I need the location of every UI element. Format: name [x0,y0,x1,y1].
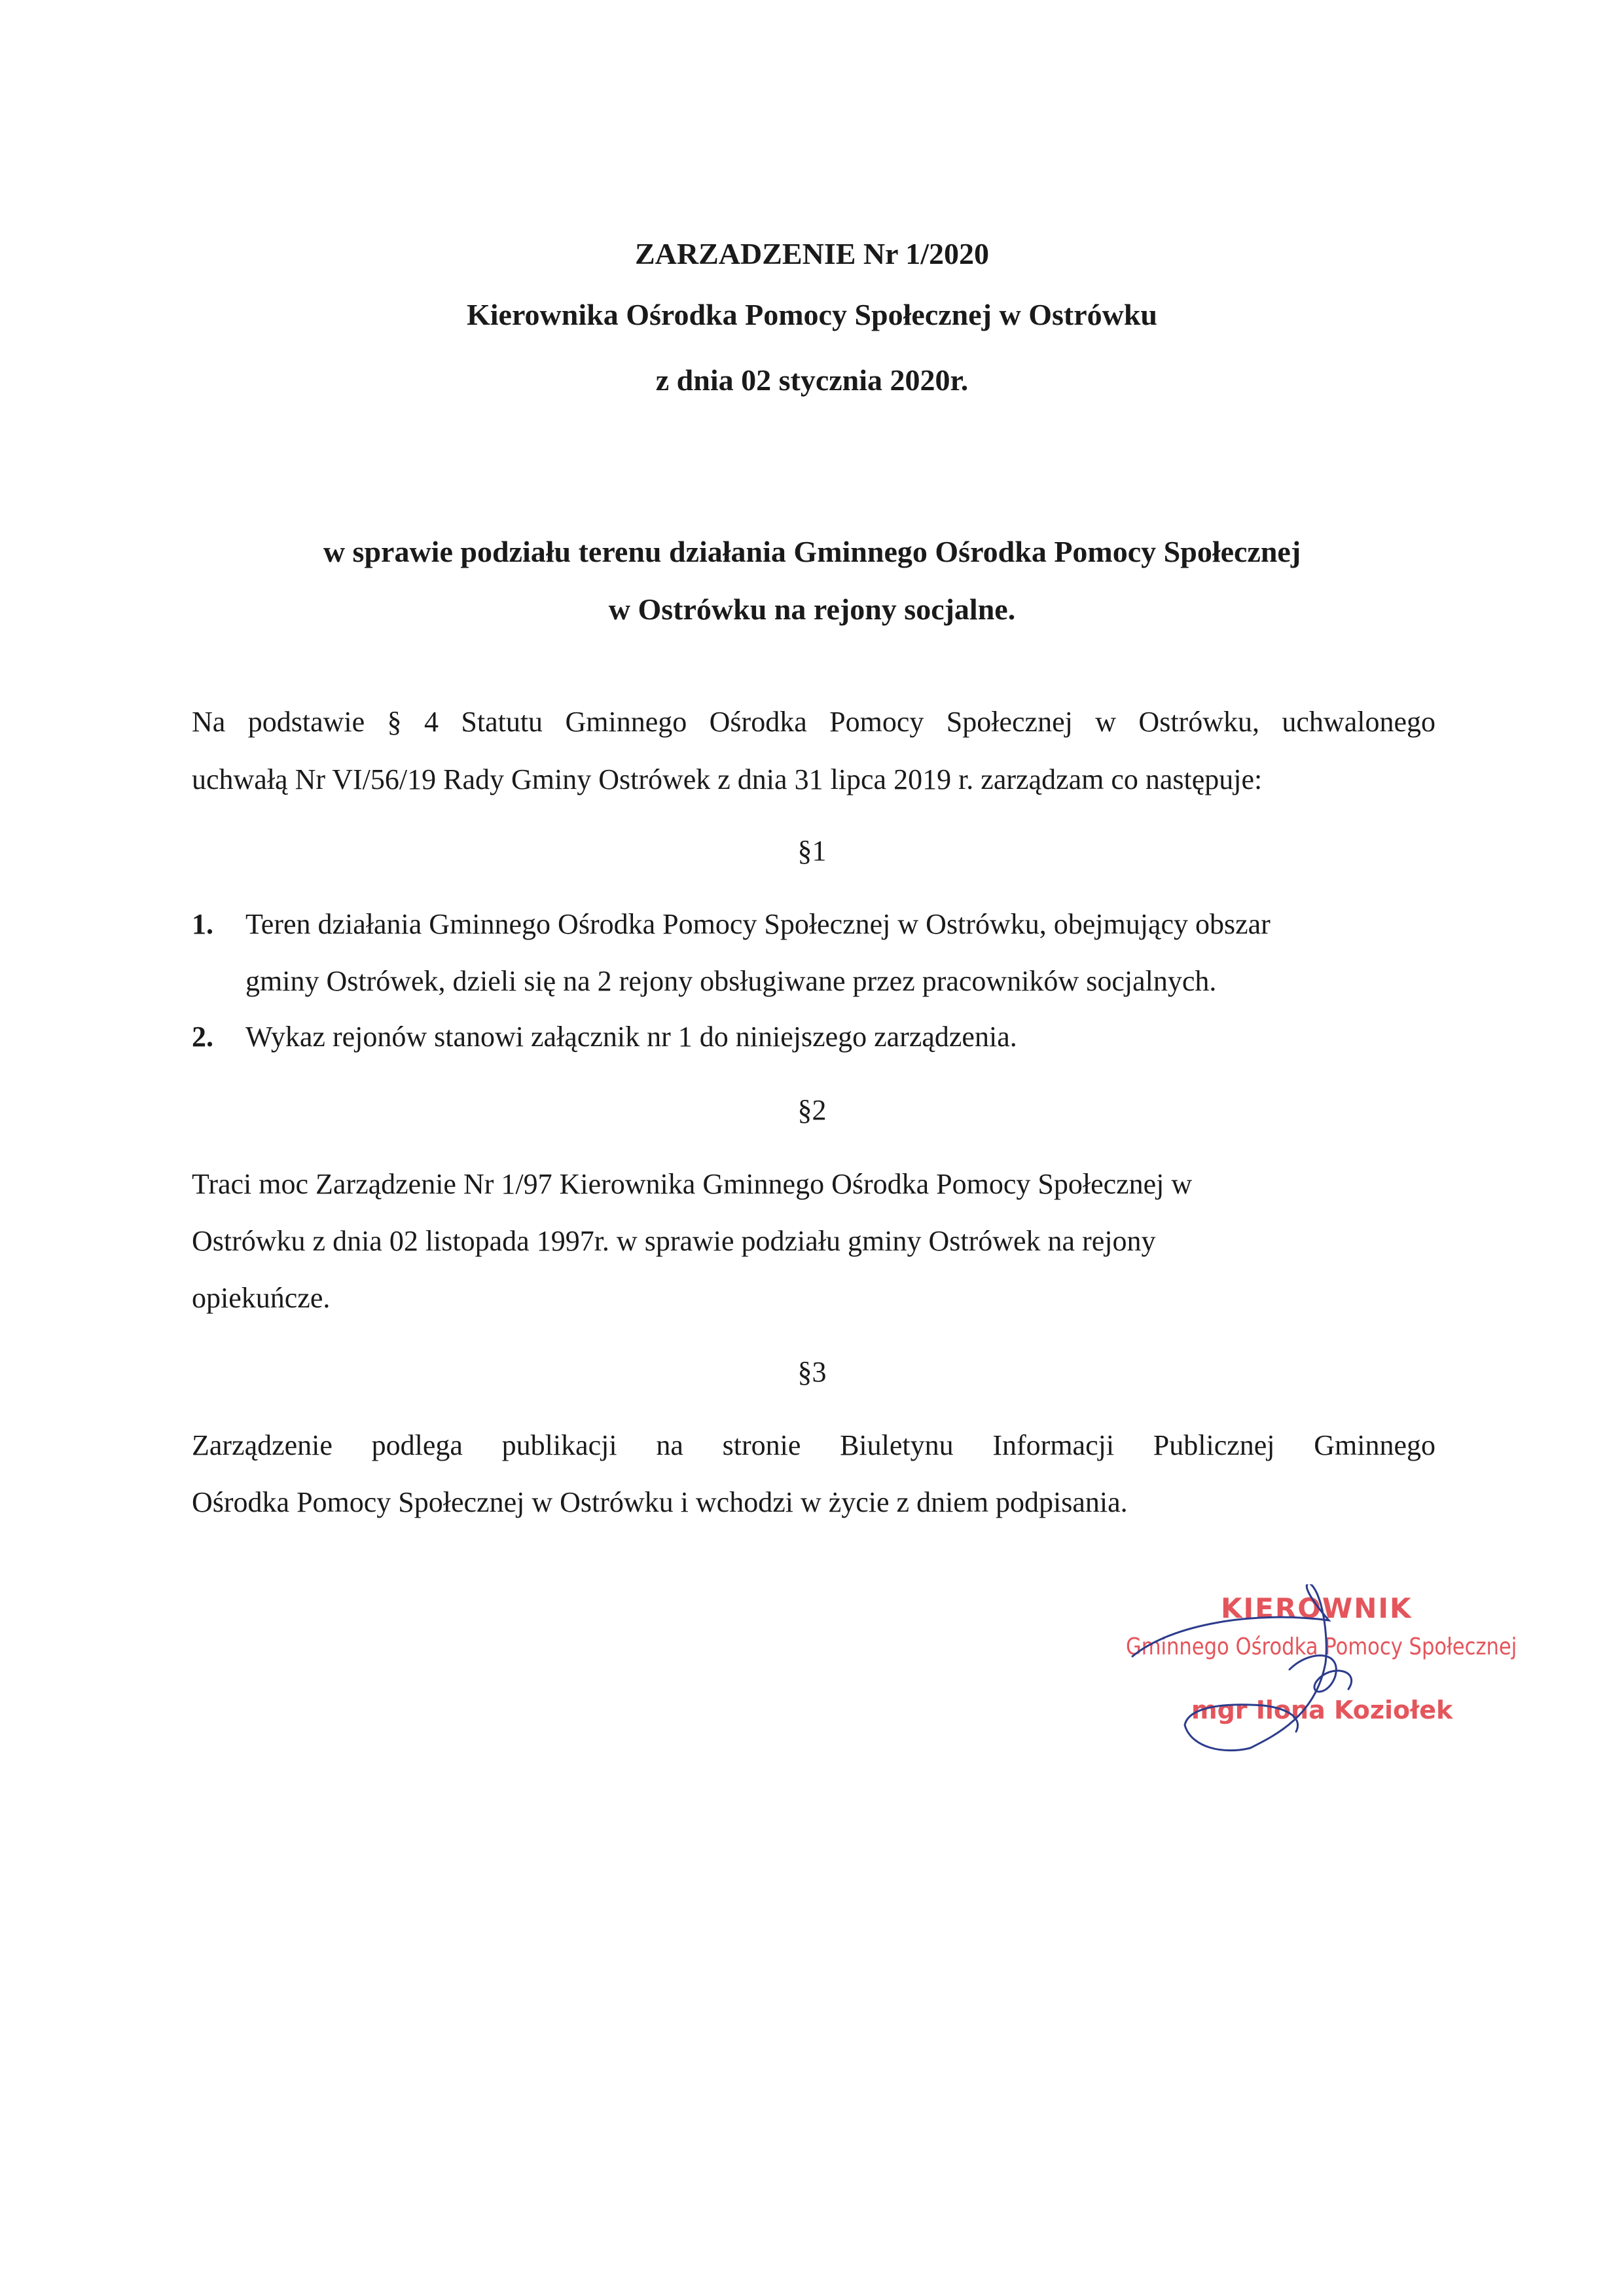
section-3-line-2: Ośrodka Pomocy Społecznej w Ostrówku i wchodzi w życie z dniem podpisania. [192,1486,1128,1518]
item-2-number: 2. [192,1021,213,1053]
item-1-number: 1. [192,908,213,940]
section-3-heading: §3 [797,1356,827,1388]
stamp-institution: Gminnego Ośrodka Pomocy Społecznej [1126,1633,1517,1660]
item-1-line-1: Teren działania Gminnego Ośrodka Pomocy Społecznej w Ostrówku, obejmujący obszar [245,908,1271,940]
stamp-name: mgr Ilona Koziołek [1191,1696,1453,1724]
item-1-line-2: gminy Ostrówek, dzieli się na 2 rejony obsługiwane przez pracowników socjalnych. [245,965,1217,997]
section-2-line-3: opiekuńcze. [192,1282,331,1314]
document-title: ZARZADZENIE Nr 1/2020 [635,237,989,270]
date-line: z dnia 02 stycznia 2020r. [655,363,969,397]
subject-line-2: w Ostrówku na rejony socjalne. [608,592,1016,626]
official-stamp [1113,1584,1517,1781]
section-1-heading: §1 [797,835,827,867]
section-3-line-1: Zarządzenie podlega publikacji na stronie Biuletynu Informacji Publicznej Gminnego [192,1429,1435,1461]
issuer-line: Kierownika Ośrodka Pomocy Społecznej w Ostrówku [466,298,1158,331]
section-2-heading: §2 [797,1094,827,1126]
preamble-line-2: uchwałą Nr VI/56/19 Rady Gminy Ostrówek z dnia 31 lipca 2019 r. zarządzam co następuje: [192,763,1263,795]
handwritten-signature [1113,1584,1506,1781]
preamble-line-1: Na podstawie § 4 Statutu Gminnego Ośrodka Pomocy Społecznej w Ostrówku, uchwalonego [192,706,1435,738]
section-2-line-2: Ostrówku z dnia 02 listopada 1997r. w sprawie podziału gminy Ostrówek na rejony [192,1225,1156,1257]
item-2-line-1: Wykaz rejonów stanowi załącznik nr 1 do niniejszego zarządzenia. [245,1021,1017,1053]
subject-line-1: w sprawie podziału terenu działania Gminnego Ośrodka Pomocy Społecznej [323,535,1301,568]
section-2-line-1: Traci moc Zarządzenie Nr 1/97 Kierownika Gminnego Ośrodka Pomocy Społecznej w [192,1168,1193,1200]
stamp-title: KIEROWNIK [1221,1592,1413,1624]
